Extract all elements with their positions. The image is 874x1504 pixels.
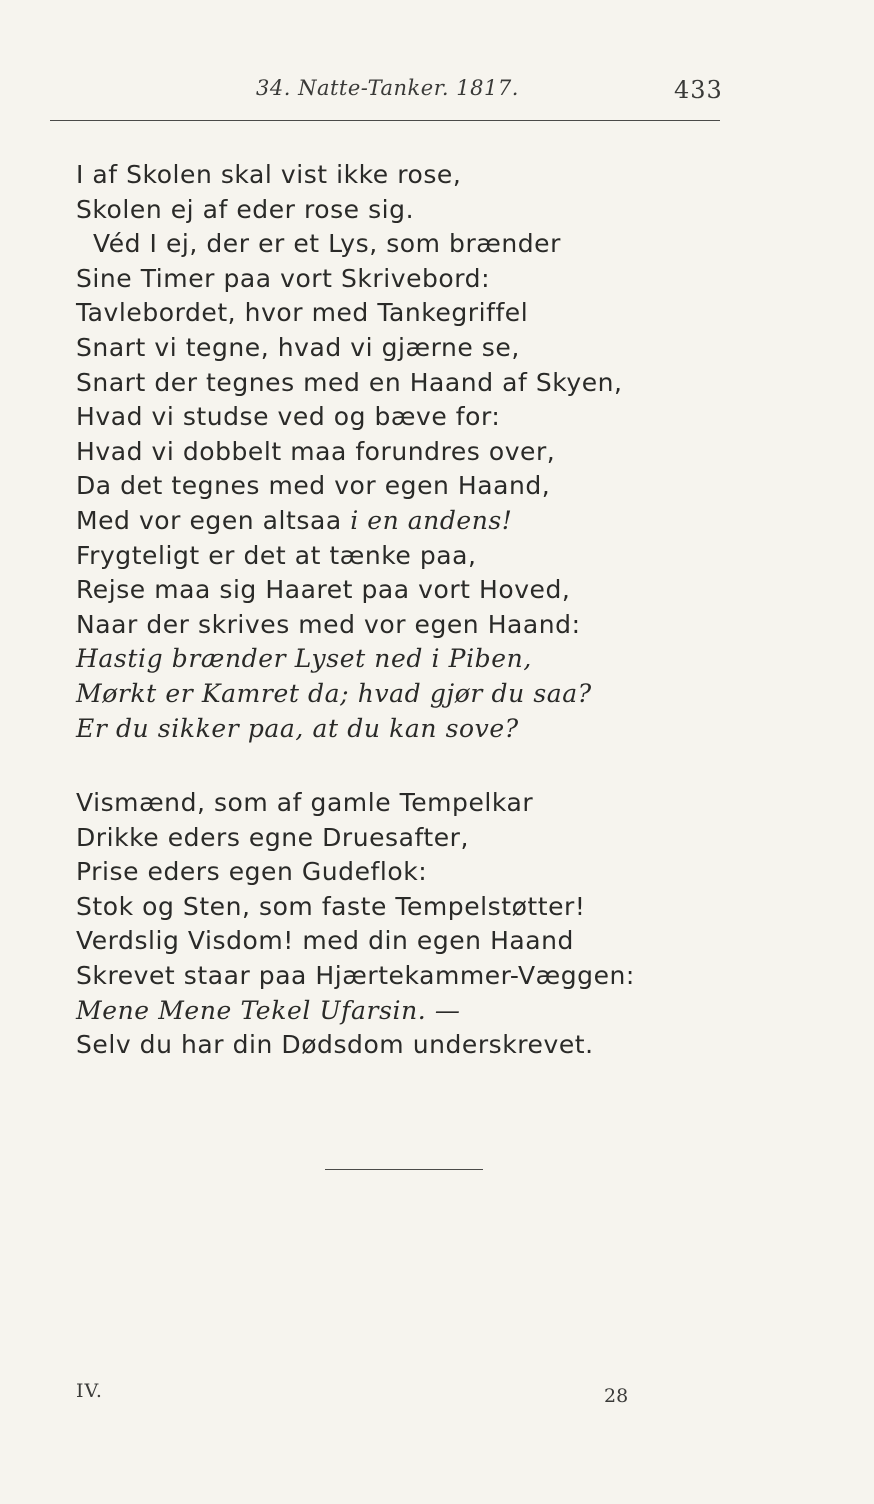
poem-line-text: Drikke eders egne Druesafter, [76,822,469,852]
poem-line-text: Prise eders egen Gudeflok: [76,857,428,887]
poem-line [76,331,856,366]
poem-line [76,642,856,677]
poem-line-text: Hvad vi dobbelt maa forundres over, [76,436,556,466]
poem-line [76,193,856,228]
poem-line-text: Tavlebordet, hvor med Tankegriffel [76,298,529,328]
poem-line-text: Frygteligt er det at tænke paa, [76,540,477,570]
poem-line-text: Skrevet staar paa Hjærtekammer-Væggen: [76,961,635,991]
poem-line [76,227,856,262]
signature-number: 28 [604,1385,629,1407]
running-head [0,74,874,114]
poem-line-text: Rejse maa sig Haaret paa vort Hoved, [76,575,571,605]
poem-line-text: I af Skolen skal vist ikke rose, [76,160,462,189]
poem-line [76,504,856,539]
running-title: 34. Natte-Tanker. 1817. [256,76,519,100]
stanza [76,158,856,746]
poem-line-text: Vismænd, som af gamle Tempelkar [76,788,534,818]
poem-line [76,366,856,401]
signature-mark: IV. [76,1380,103,1402]
end-rule [325,1169,483,1170]
header-rule [50,120,720,121]
poem-line [76,1028,856,1063]
poem-line [76,158,856,193]
poem-line [76,712,856,747]
poem-line-text: Da det tegnes med vor egen Haand, [76,471,551,501]
poem-line [76,855,856,890]
poem-line-text: Hvad vi studse ved og bæve for: [76,402,501,432]
poem-line [76,786,856,821]
poem-line [76,821,856,856]
poem-line-text: Skolen ej af eder rose sig. [76,194,415,224]
poem-line-text: Stok og Sten, som faste Tempelstøtter! [76,891,586,921]
poem-line [76,924,856,959]
poem-line [76,959,856,994]
poem-line [76,677,856,712]
poem-line [76,296,856,331]
poem-line [76,539,856,574]
poem-line-text: Naar der skrives med vor egen Haand: [76,609,581,639]
poem-line-text: Verdslig Visdom! med din egen Haand [76,926,574,956]
poem-line-text: Selv du har din Dødsdom underskrevet. [76,1030,594,1060]
poem-line-italic-text: i en andens! [350,505,513,535]
poem-line-text: Snart vi tegne, hvad vi gjærne se, [76,332,520,362]
poem-body [76,158,856,1063]
poem-line [76,994,856,1029]
poem-line-text: Mørkt er Kamret da; hvad gjør du saa? [76,678,592,708]
stanza [76,786,856,1063]
poem-line [76,469,856,504]
poem-line [76,890,856,925]
poem-line-text: Mene Mene Tekel Ufarsin. — [76,995,461,1025]
poem-line [76,573,856,608]
poem-line-text: Sine Timer paa vort Skrivebord: [76,263,491,293]
poem-line [76,608,856,643]
poem-line-text: Véd I ej, der er et Lys, som brænder [76,229,561,259]
poem-line-text: Med vor egen altsaa [76,505,351,535]
page-number: 433 [674,76,723,104]
poem-line-text: Er du sikker paa, at du kan sove? [76,713,519,743]
poem-line-text: Snart der tegnes med en Haand af Skyen, [76,367,623,397]
poem-line [76,400,856,435]
poem-line-text: Hastig brænder Lyset ned i Piben, [76,644,532,674]
poem-line [76,262,856,297]
poem-line [76,435,856,470]
